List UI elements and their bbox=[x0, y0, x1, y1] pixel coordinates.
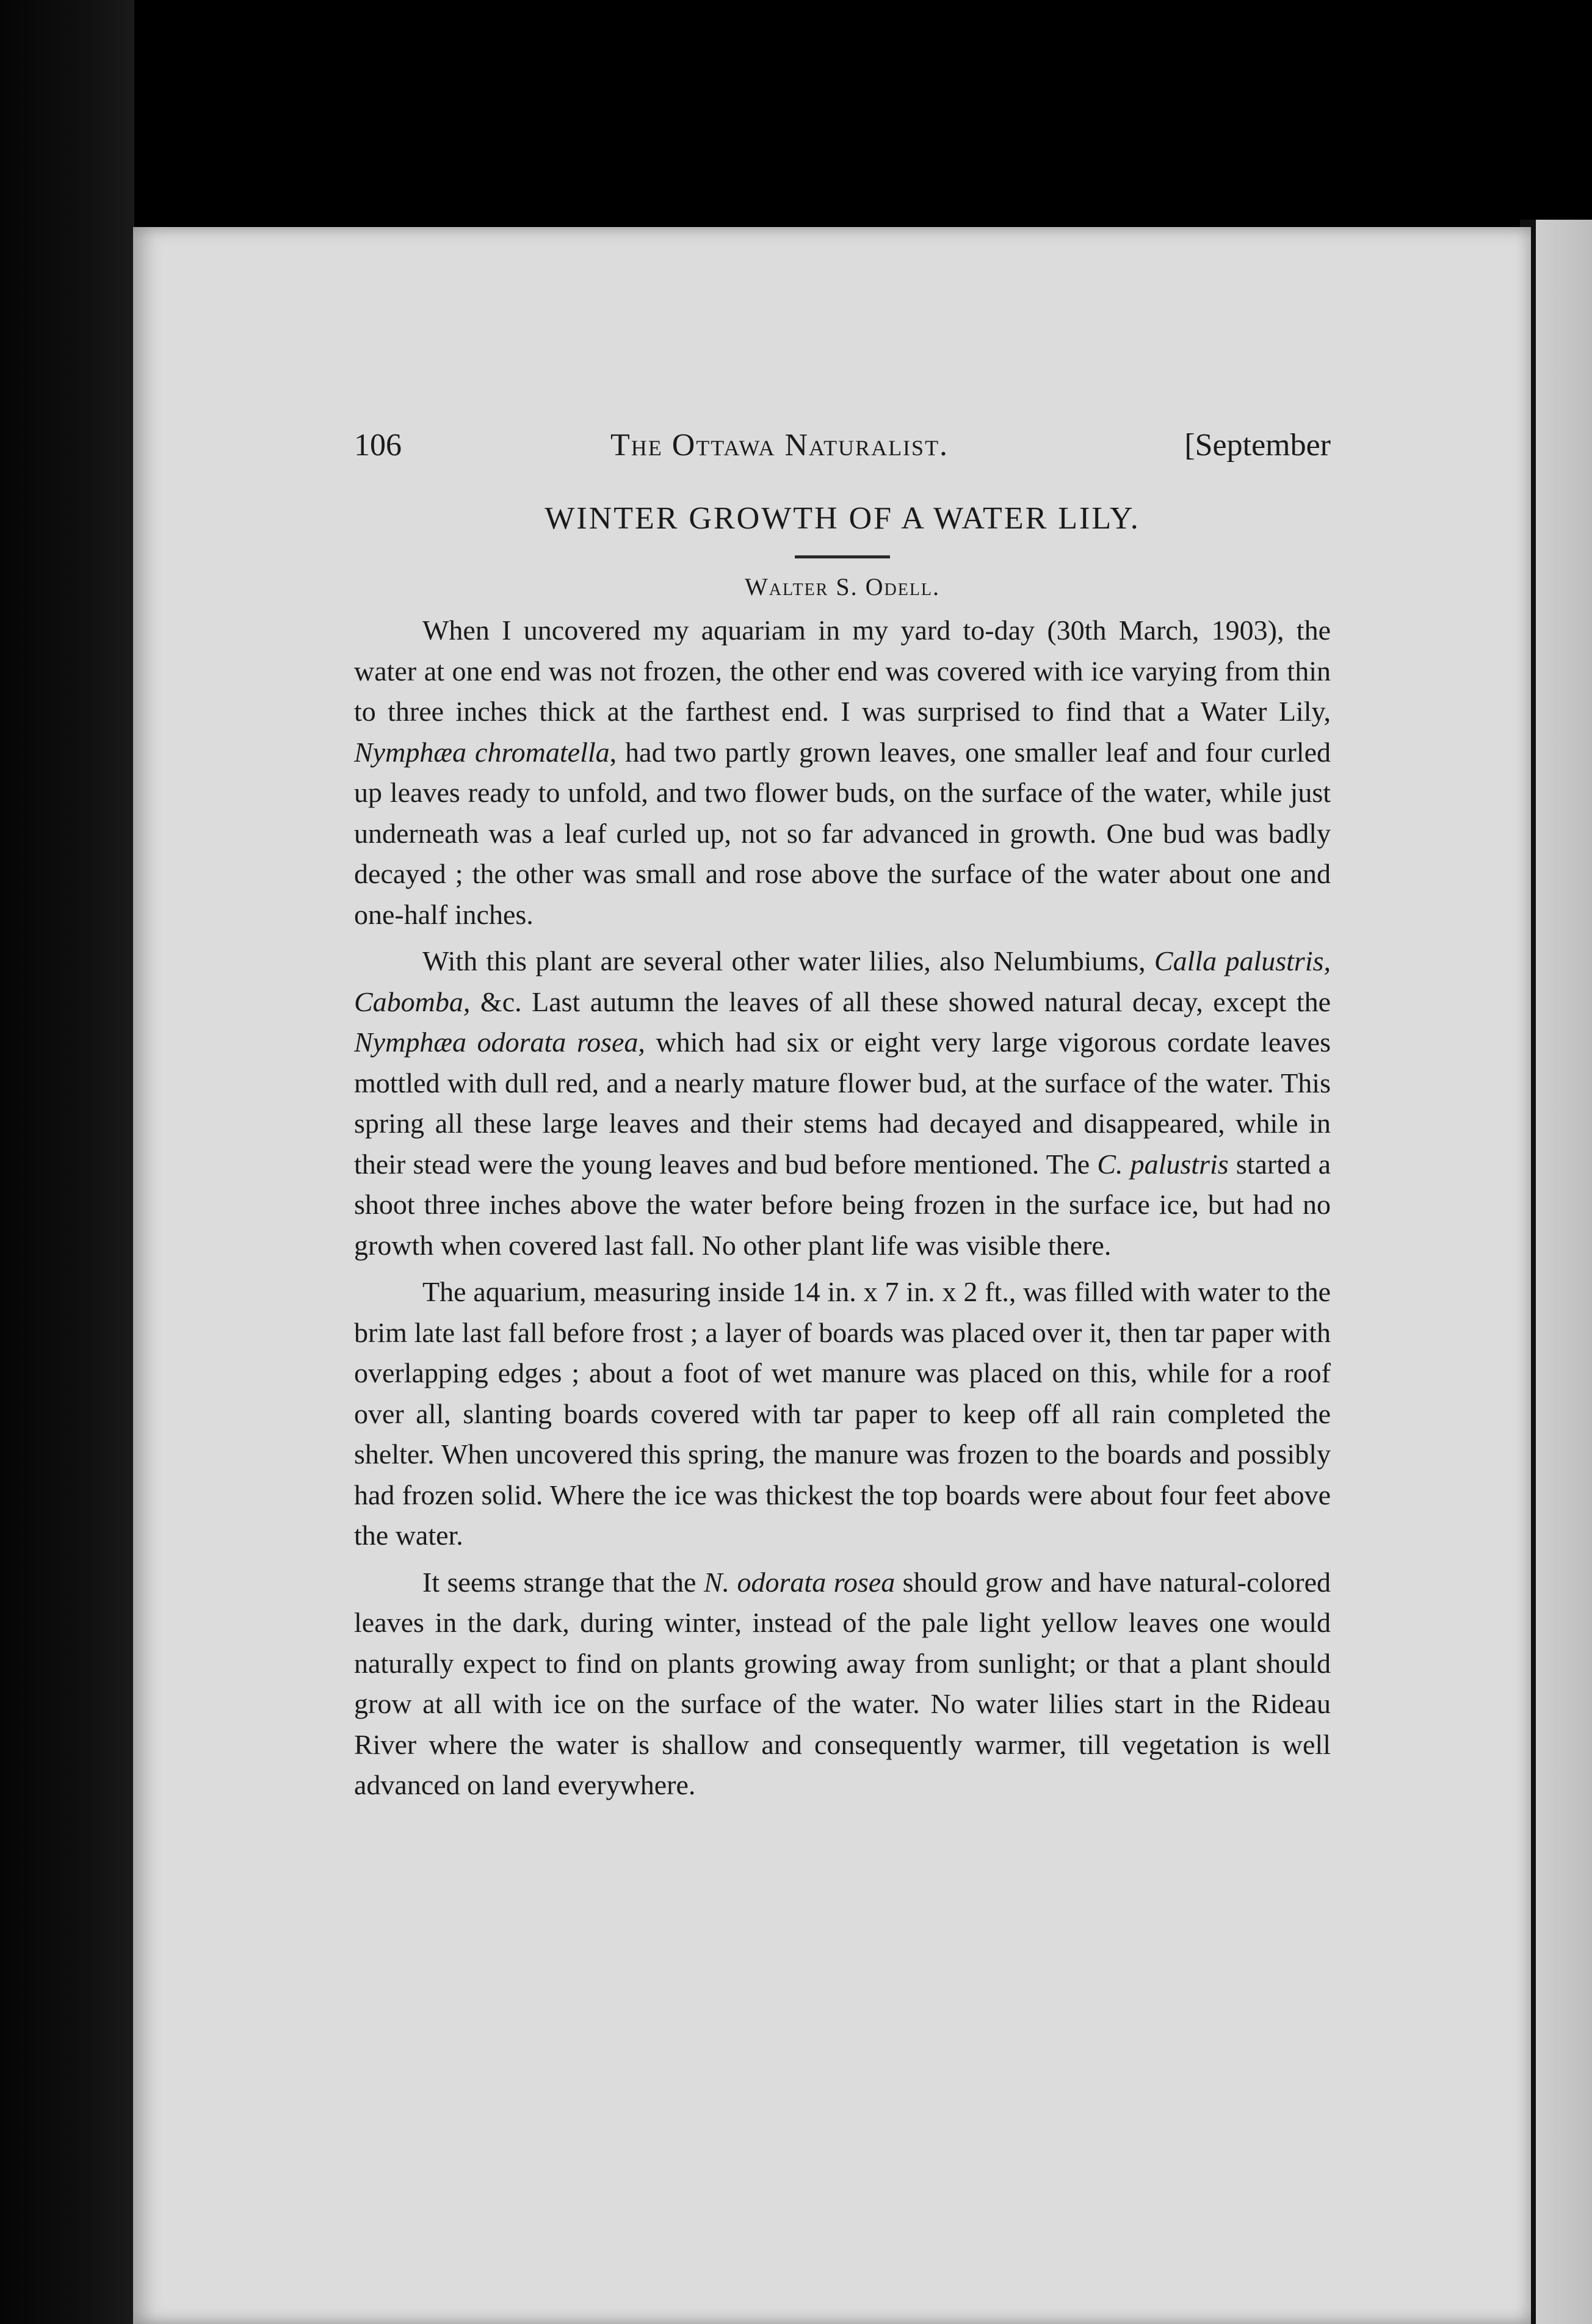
article-title: WINTER GROWTH OF A WATER LILY. bbox=[545, 501, 1140, 536]
issue-month: [September bbox=[1184, 428, 1331, 463]
paragraph-2: With this plant are several other water lilies, also Nelumbiums, Calla palustris, Cabomba, &c. Last autumn the leaves of all these showed natural decay, except the Nymphæa odorata rosea, which had six or eight very large vigorous cordate leaves mottled with dull red, and a nearly mature flower bud, at the surface of the water. This spring all these large leaves and their stems had decayed and disappeared, while in their stead were the young leaves and bud before mentioned. The C. palustris started a shoot three inches above the water before being frozen in the surface ice, but had no growth when covered last fall. No other plant life was visible there. bbox=[354, 945, 1331, 1261]
article-author: Walter S. Odell. bbox=[744, 573, 941, 601]
page-number: 106 bbox=[354, 428, 402, 463]
scan-background bbox=[0, 0, 134, 2324]
paragraph-1: When I uncovered my aquariam in my yard to-day (30th March, 1903), the water at one end was not frozen, the other end was covered with ice varying from thin to three inches thick at the farthest end. I was surprised to find that a Water Lily, Nymphæa chromatella, had two partly grown leaves, one smaller leaf and four curled up leaves ready to unfold, and two flower buds, on the surface of the water, while just underneath was a leaf curled up, not so far advanced in growth. One bud was badly decayed ; the other was small and rose above the surface of the water about one and one-half inches. bbox=[354, 615, 1331, 930]
paragraph-3: The aquarium, measuring inside 14 in. x 7 in. x 2 ft., was filled with water to the brim late last fall before frost ; a layer of boards was placed over it, then tar paper with overlapping edges ; about a foot of wet manure was placed on this, while for a roof over all, slanting boards covered with tar paper to keep off all rain completed the shelter. When uncovered this spring, the manure was frozen to the boards and possibly had frozen solid. Where the ice was thickest the top boards were about four feet above the water. bbox=[354, 1276, 1331, 1551]
title-divider bbox=[795, 555, 890, 558]
article-body bbox=[354, 610, 1331, 1812]
adjacent-page-edge bbox=[1536, 220, 1592, 2324]
journal-title: The Ottawa Naturalist. bbox=[610, 428, 949, 463]
running-header bbox=[354, 427, 1331, 476]
paragraph-4: It seems strange that the N. odorata rosea should grow and have natural-colored leaves in the dark, during winter, instead of the pale light yellow leaves one would naturally expect to find on plants growing away from sunlight; or that a plant should grow at all with ice on the surface of the water. No water lilies start in the Rideau River where the water is shallow and consequently warmer, till vegetation is well advanced on land everywhere. bbox=[354, 1566, 1331, 1800]
